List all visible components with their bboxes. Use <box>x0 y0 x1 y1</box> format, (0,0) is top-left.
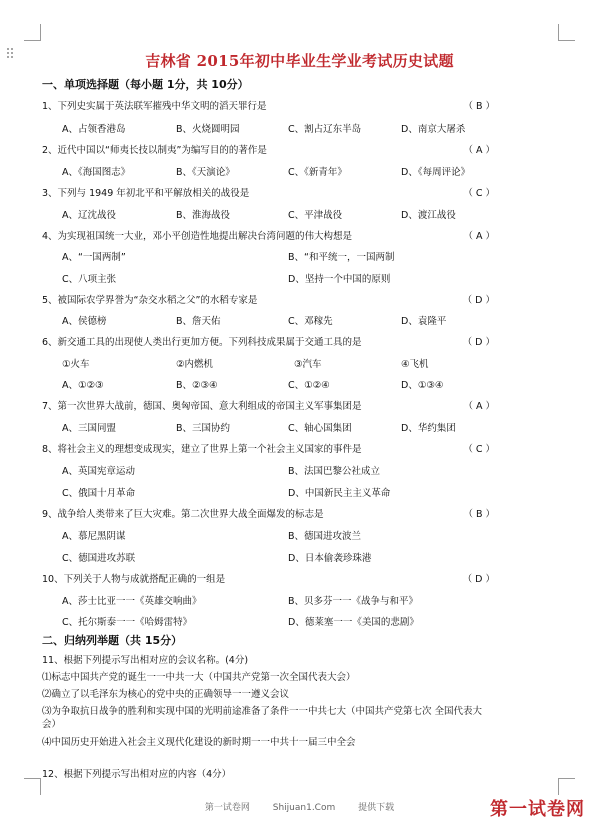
list-item: ④飞机 <box>401 359 429 370</box>
brand-logo: 第一试卷网 <box>490 799 585 820</box>
option: A、《海国图志》 <box>62 167 131 178</box>
answer-mark: （ D ） <box>462 295 495 306</box>
section-heading-summary: 二、归纳列举题（共 15分） <box>42 634 183 647</box>
answer-mark: （ A ） <box>463 401 495 412</box>
footer-site-name: 第一试卷网 <box>204 803 250 813</box>
question-text: 10、下列关于人物与成就搭配正确的一组是 <box>42 574 226 585</box>
option: B、淮海战役 <box>176 210 231 221</box>
option: A、侯德榜 <box>62 316 107 327</box>
option: C、《新青年》 <box>288 167 347 178</box>
option: C、德国进攻苏联 <box>62 553 136 564</box>
option: B、詹天佑 <box>176 316 221 327</box>
question-text: 7、第一次世界大战前，德国、奥匈帝国、意大利组成的帝国主义军事集团是 <box>42 401 362 412</box>
option: C、①②④ <box>288 380 330 391</box>
option: D、①③④ <box>401 380 444 391</box>
option: B、《天演论》 <box>176 167 235 178</box>
option: A、英国宪章运动 <box>62 466 135 477</box>
answer-line: ⑷中国历史开始进入社会主义现代化建设的新时期一一中共十一届三中全会 <box>42 737 356 748</box>
page-title: 吉林省 2015年初中毕业生学业考试历史试题 <box>145 52 454 70</box>
option: A、①②③ <box>62 380 104 391</box>
option: B、法国巴黎公社成立 <box>288 466 381 477</box>
option: D、中国新民主主义革命 <box>288 488 391 499</box>
option: D、渡江战役 <box>401 210 456 221</box>
answer-mark: （ B ） <box>463 101 495 112</box>
list-item: ②内燃机 <box>176 359 214 370</box>
question-text: 1、下列史实属于英法联军摧残中华文明的滔天罪行是 <box>42 101 267 112</box>
option: D、坚持一个中国的原则 <box>288 274 391 285</box>
option: A、占领香港岛 <box>62 124 126 135</box>
option: C、割占辽东半岛 <box>288 124 362 135</box>
answer-mark: （ D ） <box>462 337 495 348</box>
option: B、火烧圆明园 <box>176 124 240 135</box>
answer-line: 会） <box>42 719 62 730</box>
option: C、轴心国集团 <box>288 423 352 434</box>
option: B、德国进攻波兰 <box>288 531 362 542</box>
answer-mark: （ C ） <box>463 444 495 455</box>
option: D、德莱塞一一《美国的悲剧》 <box>288 617 419 628</box>
answer-line: ⑴标志中国共产党的诞生一一中共一大（中国共产党第一次全国代表大会） <box>42 672 356 683</box>
option: A、莎士比亚一一《英雄交响曲》 <box>62 596 202 607</box>
answer-mark: （ B ） <box>463 509 495 520</box>
option: B、三国协约 <box>176 423 231 434</box>
option: D、日本偷袭珍珠港 <box>288 553 372 564</box>
option: A、“一国两制” <box>62 252 126 263</box>
option: C、俄国十月革命 <box>62 488 136 499</box>
question-text: 12、根据下列提示写出相对应的内容（4分） <box>42 769 232 780</box>
option: C、邓稼先 <box>288 316 333 327</box>
answer-mark: （ C ） <box>463 188 495 199</box>
question-text: 4、为实现祖国统一大业，邓小平创造性地提出解决台湾问题的伟大构想是 <box>42 231 353 242</box>
option: A、辽沈战役 <box>62 210 116 221</box>
answer-mark: （ D ） <box>462 574 495 585</box>
option: D、华约集团 <box>401 423 456 434</box>
footer-note: 提供下载 <box>358 803 395 813</box>
list-item: ③汽车 <box>294 359 322 370</box>
crop-mark-top-right <box>558 24 575 41</box>
question-text: 2、近代中国以“师夷长技以制夷”为编写目的的著作是 <box>42 145 267 156</box>
question-text: 9、战争给人类带来了巨大灾难。第二次世界大战全面爆发的标志是 <box>42 509 324 520</box>
list-item: ①火车 <box>62 359 90 370</box>
option: D、《每周评论》 <box>401 167 471 178</box>
option: B、贝多芬一一《战争与和平》 <box>288 596 419 607</box>
crop-mark-top-left <box>24 24 41 41</box>
question-text: 8、将社会主义的理想变成现实，建立了世界上第一个社会主义国家的事件是 <box>42 444 362 455</box>
answer-line: ⑶为争取抗日战争的胜利和实现中国的光明前途准备了条件一一中共七大（中国共产党第七次 全国代表大 <box>42 706 483 717</box>
crop-mark-bottom-left <box>24 778 41 795</box>
crop-mark-bottom-right <box>558 778 575 795</box>
question-text: 3、下列与 1949 年初北平和平解放相关的战役是 <box>42 188 250 199</box>
question-text: 11、根据下列提示写出相对应的会议名称。(4分) <box>42 655 249 666</box>
section-heading-choice: 一、单项选择题（每小题 1分，共 10分） <box>42 78 249 91</box>
question-text: 5、被国际农学界誉为“杂交水稻之父”的水稻专家是 <box>42 295 258 306</box>
option: C、八项主张 <box>62 274 117 285</box>
option: D、南京大屠杀 <box>401 124 466 135</box>
question-text: 6、新交通工具的出现使人类出行更加方便。下列科技成果属于交通工具的是 <box>42 337 362 348</box>
answer-mark: （ A ） <box>463 231 495 242</box>
option: C、托尔斯泰一一《哈姆雷特》 <box>62 617 193 628</box>
option: A、慕尼黑阴谋 <box>62 531 126 542</box>
option: B、②③④ <box>176 380 218 391</box>
option: C、平津战役 <box>288 210 343 221</box>
footer-site-url[interactable]: Shijuan1.Com <box>272 803 336 813</box>
answer-line: ⑵确立了以毛泽东为核心的党中央的正确领导一一遵义会议 <box>42 689 290 700</box>
answer-mark: （ A ） <box>463 145 495 156</box>
option: B、“和平统一，一国两制 <box>288 252 395 263</box>
option: A、三国同盟 <box>62 423 116 434</box>
option: D、袁隆平 <box>401 316 447 327</box>
